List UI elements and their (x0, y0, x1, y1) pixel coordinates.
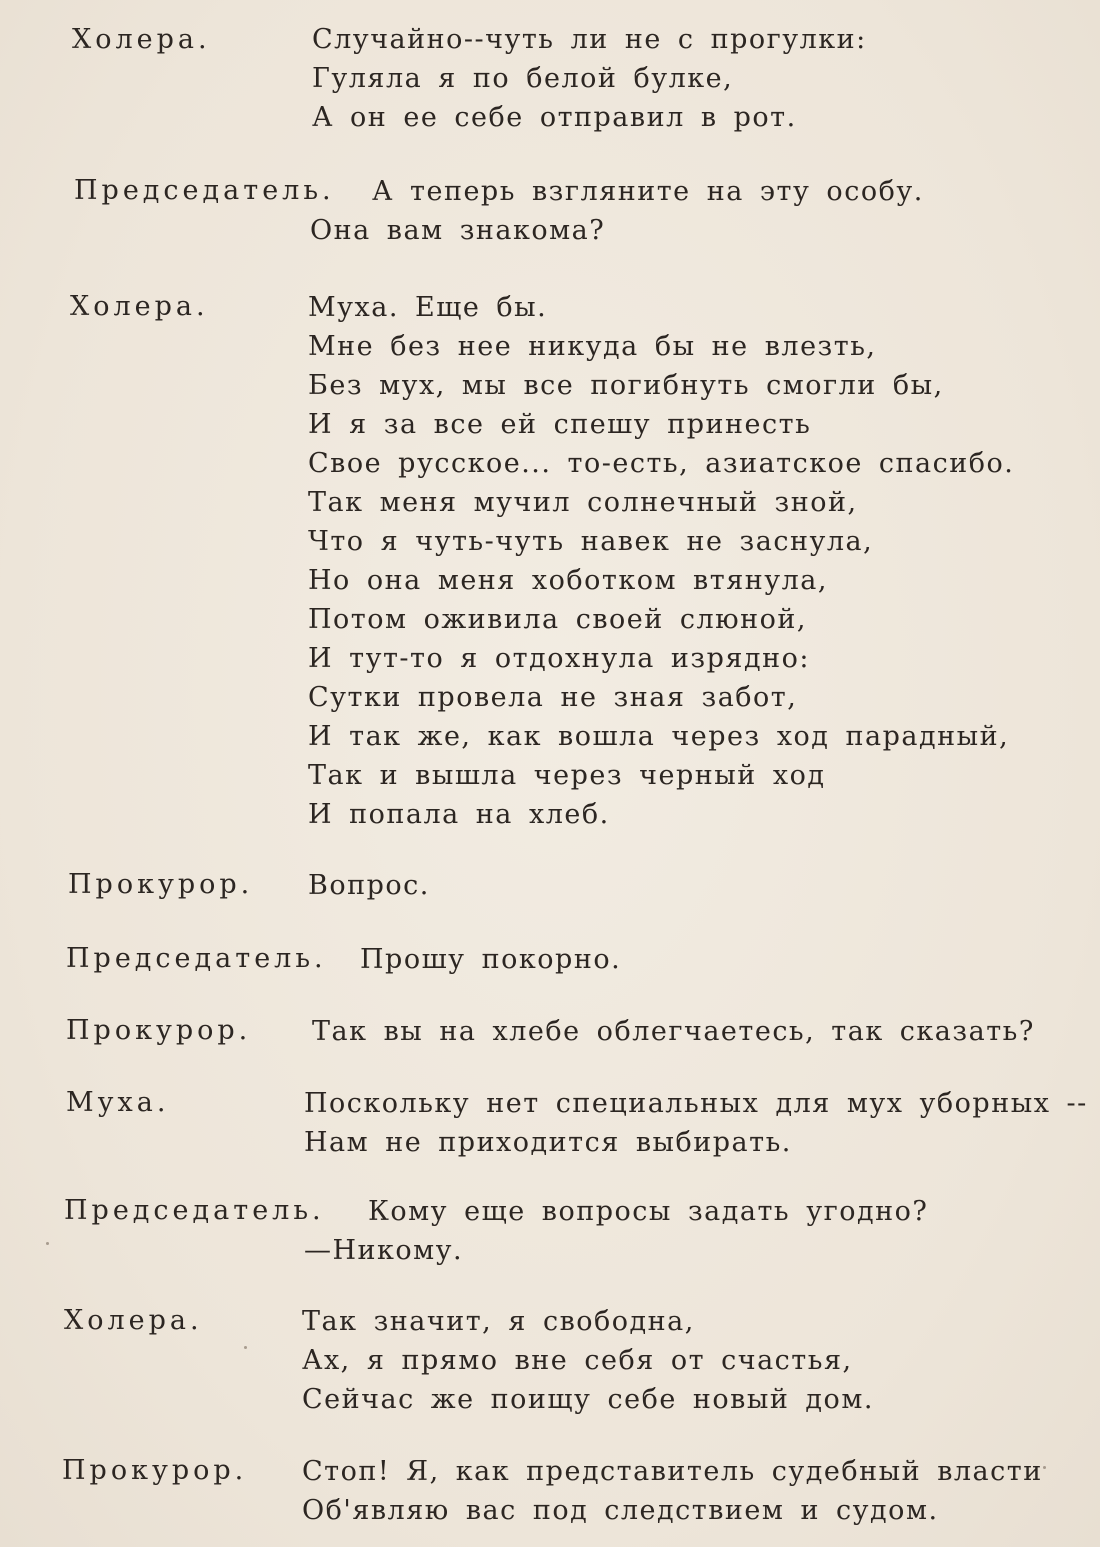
speech-lines (304, 1084, 1088, 1162)
speech-line: Сутки провела не зная забот, (308, 682, 798, 713)
speech-line: Потом оживила своей слюной, (308, 604, 807, 635)
speech-line: Ах, я прямо вне себя от счастья, (302, 1345, 853, 1376)
speech-line: Поскольку нет специальных для мух уборных -- (304, 1088, 1088, 1119)
speech-line: Так значит, я свободна, (302, 1306, 695, 1337)
paper-speck (1043, 1466, 1046, 1469)
speech-lines (308, 288, 1014, 834)
speech-line: Муха. Еще бы. (308, 292, 548, 323)
speech-lines (368, 1192, 928, 1231)
speaker-name: Председатель. (66, 943, 327, 974)
speaker-name: Холера. (72, 24, 211, 55)
speaker-name: Председатель. (64, 1195, 325, 1226)
speech-lines (360, 940, 621, 979)
speech-line: Она вам знакома? (310, 215, 606, 246)
speaker-name: Муха. (66, 1087, 170, 1118)
speaker-name: Холера. (64, 1305, 203, 1336)
speech-lines (308, 866, 430, 905)
speech-lines (372, 172, 924, 211)
speech-line: Так и вышла через черный ход (308, 760, 826, 791)
speech-line: Сейчас же поищу себе новый дом. (302, 1384, 874, 1415)
speech-line: Вопрос. (308, 870, 430, 901)
speech-line: Но она меня хоботком втянула, (308, 565, 828, 596)
speech-line: Прошу покорно. (360, 944, 622, 975)
speech-line: Кому еще вопросы задать угодно? (368, 1196, 929, 1227)
speech-line: Мне без нее никуда бы не влезть, (308, 331, 877, 362)
speech-line: Гуляла я по белой булке, (312, 63, 734, 94)
speaker-name: Прокурор. (62, 1455, 248, 1486)
speech-line: А теперь взгляните на эту особу. (372, 176, 924, 207)
paper-speck (46, 1242, 49, 1245)
speaker-name: Прокурор. (66, 1015, 252, 1046)
speech-lines (302, 1302, 874, 1419)
paper-speck (244, 1346, 247, 1349)
speech-line: Что я чуть-чуть навек не заснула, (308, 526, 874, 557)
speech-lines (312, 20, 867, 137)
speech-line: Нам не приходится выбирать. (304, 1127, 792, 1158)
speech-line: А он ее себе отправил в рот. (312, 102, 797, 133)
speech-line: Так вы на хлебе облегчаетесь, так сказать? (312, 1016, 1035, 1047)
speech-line: И так же, как вошла через ход парадный, (308, 721, 1010, 752)
speech-line: Без мух, мы все погибнуть смогли бы, (308, 370, 944, 401)
speech-line: Стоп! Я, как представитель судебный власти (302, 1456, 1043, 1487)
speech-line: И попала на хлеб. (308, 799, 610, 830)
speech-line: —Никому. (304, 1235, 464, 1266)
speaker-name: Председатель. (74, 175, 335, 206)
speech-line: Свое русское... то-есть, азиатское спасибо. (308, 448, 1015, 479)
speech-lines (310, 211, 605, 250)
speech-line: И я за все ей спешу принесть (308, 409, 812, 440)
speech-line: Случайно--чуть ли не с прогулки: (312, 24, 867, 55)
speaker-name: Прокурор. (68, 869, 254, 900)
speech-lines (302, 1452, 1043, 1530)
speech-line: И тут-то я отдохнула изрядно: (308, 643, 810, 674)
speaker-name: Холера. (70, 291, 209, 322)
speech-lines (304, 1231, 463, 1270)
speech-line: Так меня мучил солнечный зной, (308, 487, 858, 518)
speech-lines (312, 1012, 1035, 1051)
speech-line: Об'являю вас под следствием и судом. (302, 1495, 939, 1526)
